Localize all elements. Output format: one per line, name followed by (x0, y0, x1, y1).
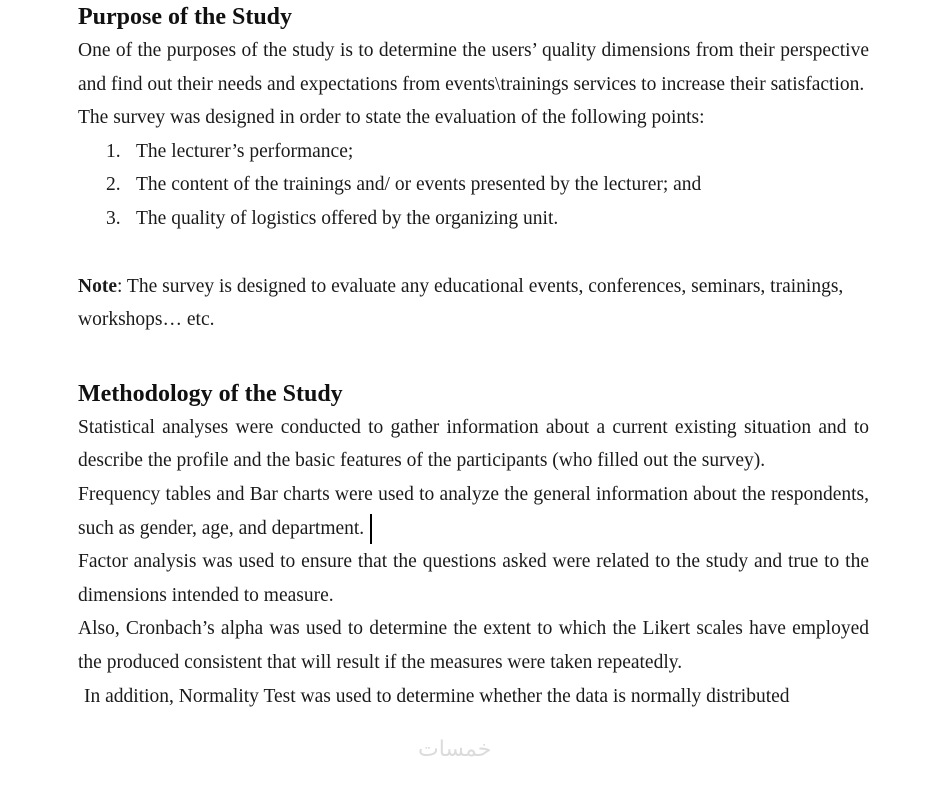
list-item (78, 168, 869, 202)
purpose-heading: Purpose of the Study (78, 4, 293, 30)
list-item (78, 135, 869, 169)
methodology-paragraph-4: Also, Cronbach’s alpha was used to determine the extent to which the Likert scales have employed the produced consistent that will result if the measures were taken repeatedly. (78, 618, 869, 673)
list-number: 3. (106, 207, 121, 229)
methodology-heading: Methodology of the Study (78, 380, 343, 407)
note-paragraph (78, 270, 869, 337)
evaluation-points-list (78, 135, 869, 236)
purpose-paragraph: One of the purposes of the study is to determine the users’ quality dimensions from their perspective and find out their needs and expectations from events\trainings services to increase their satisfaction. (78, 40, 869, 95)
paragraph-spacer (78, 236, 869, 270)
note-text: : The survey is designed to evaluate any educational events, conferences, seminars, trainings, workshops… etc. (78, 275, 844, 331)
methodology-paragraph-2-text: Frequency tables and Bar charts were used to analyze the general information about the respondents, such as gender, age, and department. (78, 483, 869, 539)
paragraph-spacer (78, 337, 869, 377)
list-number: 2. (106, 174, 121, 196)
document-page (78, 0, 869, 713)
list-number: 1. (106, 140, 121, 162)
list-item (78, 202, 869, 236)
survey-intro-paragraph: The survey was designed in order to state the evaluation of the following points: (78, 107, 705, 129)
methodology-paragraph-5: In addition, Normality Test was used to determine whether the data is normally distributed (84, 685, 790, 707)
note-label: Note (78, 275, 117, 297)
text-cursor (370, 514, 372, 544)
list-item-text: The lecturer’s performance; (136, 140, 354, 162)
methodology-paragraph-2 (78, 478, 869, 545)
watermark: خمسات (418, 737, 492, 762)
list-item-text: The quality of logistics offered by the organizing unit. (136, 207, 559, 229)
methodology-paragraph-1: Statistical analyses were conducted to gather information about a current existing situation and to describe the profile and the basic features of the participants (who filled out the survey). (78, 416, 869, 472)
methodology-paragraph-3: Factor analysis was used to ensure that the questions asked were related to the study and true to the dimensions intended to measure. (78, 551, 869, 606)
list-item-text: The content of the trainings and/ or events presented by the lecturer; and (136, 174, 702, 196)
